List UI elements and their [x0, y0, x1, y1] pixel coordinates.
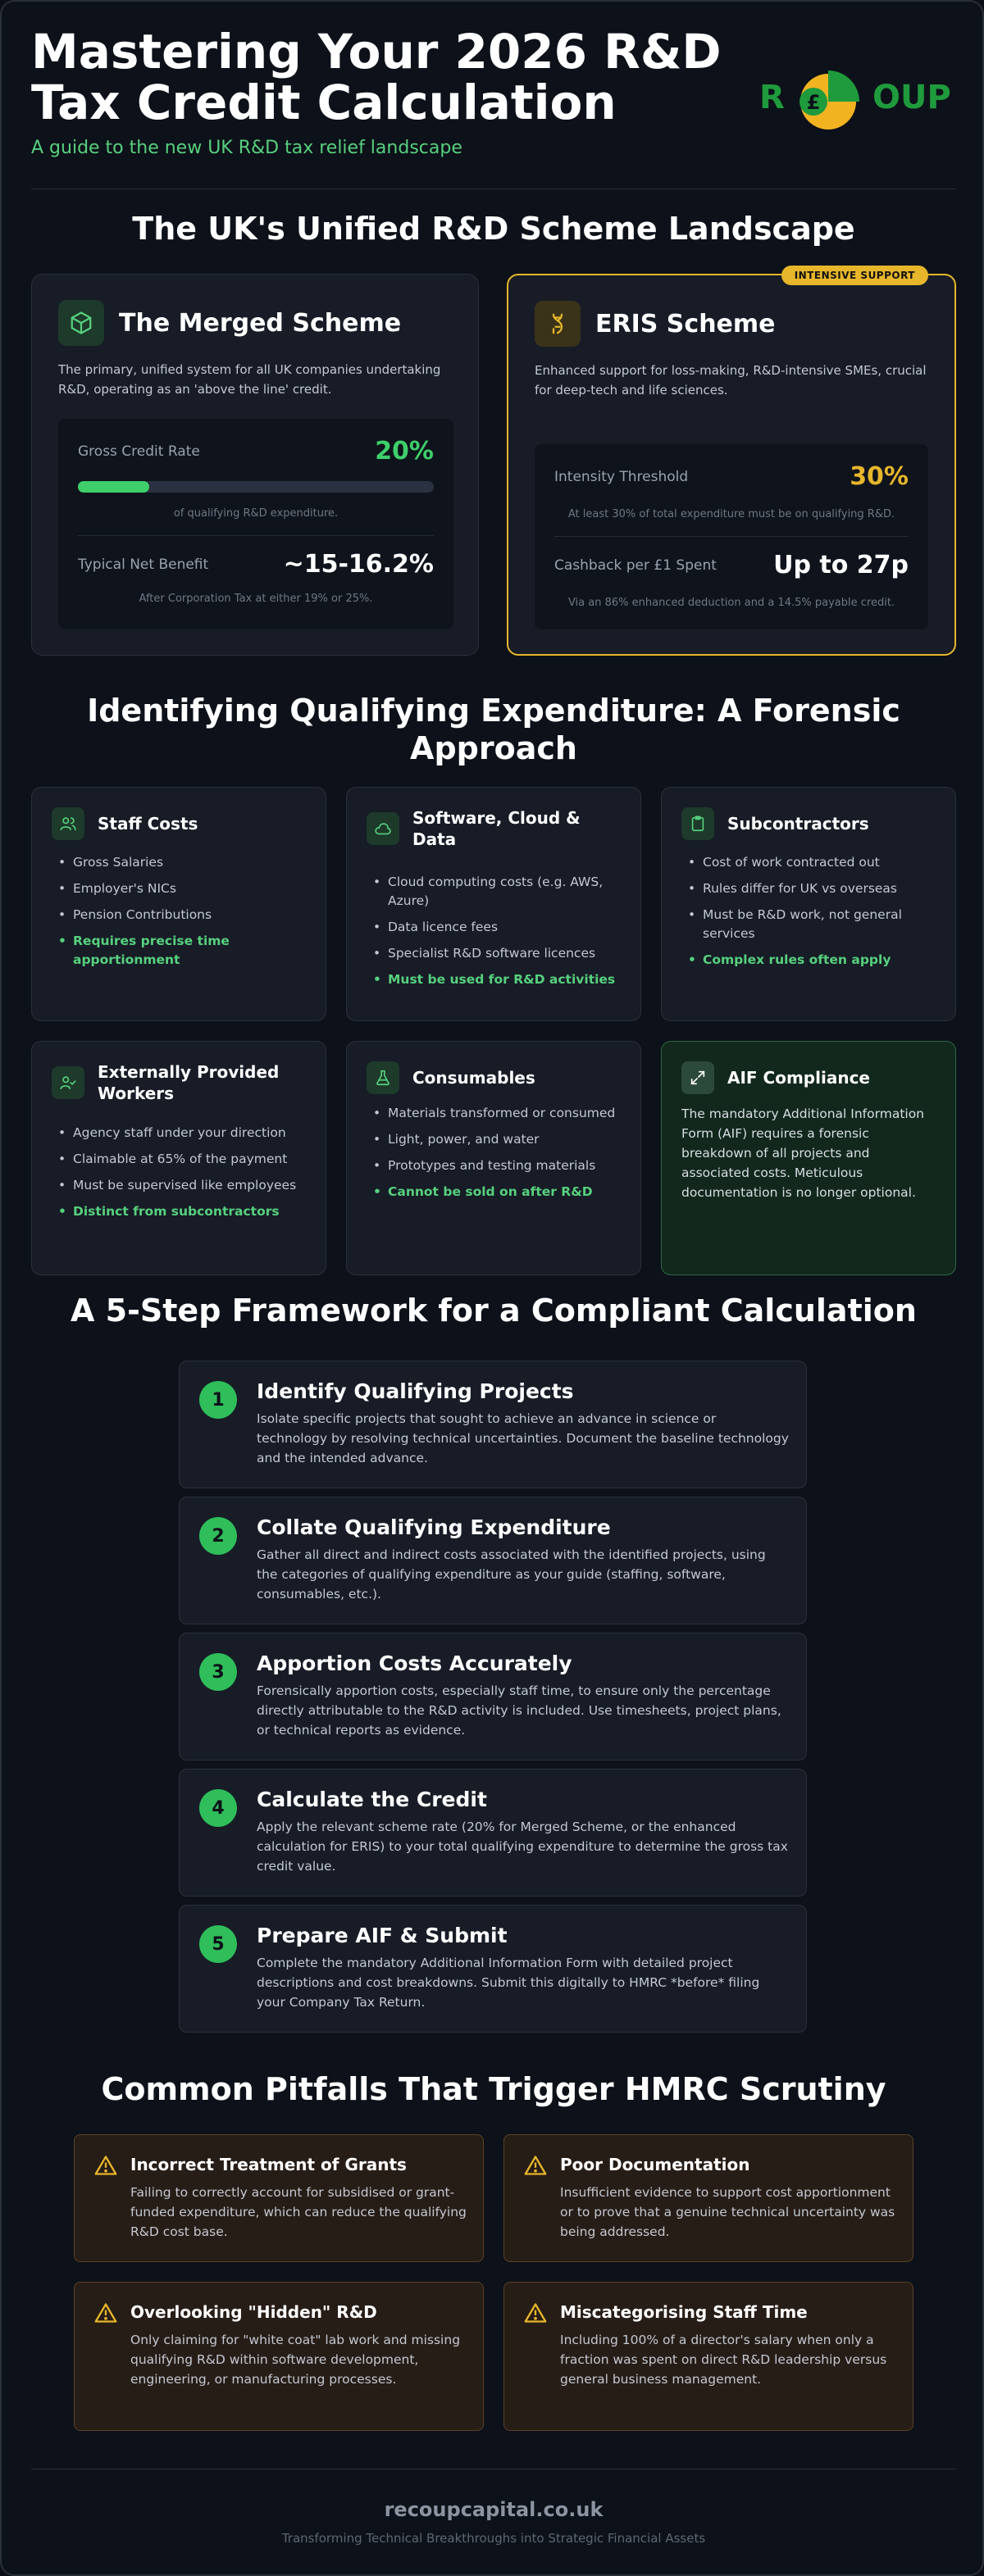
step-card-2 — [179, 1497, 807, 1624]
step-card-4 — [179, 1769, 807, 1897]
pitfall-description: Only claiming for "white coat" lab work and missing qualifying R&D within software development, engineering, or manufacturing processes. — [130, 2333, 461, 2387]
list-item: • Gross Salaries — [52, 853, 314, 872]
step-title: Collate Qualifying Expenditure — [257, 1515, 611, 1539]
rate-progress-bar — [78, 481, 434, 493]
pitfall-title: Poor Documentation — [560, 2155, 750, 2174]
step-title: Identify Qualifying Projects — [257, 1379, 574, 1403]
logo — [759, 62, 956, 136]
logo-text-left: R — [759, 79, 785, 116]
step-title: Prepare AIF & Submit — [257, 1924, 508, 1947]
header — [31, 26, 956, 182]
merged-scheme-card — [31, 274, 479, 656]
expand-arrows-icon — [681, 1061, 714, 1094]
cashback-note: Via an 86% enhanced deduction and a 14.5% payable credit. — [567, 597, 895, 609]
expenditure-card-staff-costs: Staff Costs • Gross Salaries • Employer's NICs • Pension Contributions • Requires precise time apportionment — [31, 787, 326, 1021]
cube-icon — [58, 300, 104, 346]
pitfalls-title: Common Pitfalls That Trigger HMRC Scrutiny — [101, 2071, 886, 2107]
merged-scheme-name: The Merged Scheme — [119, 308, 402, 338]
step-card-1 — [179, 1361, 807, 1488]
warning-icon — [524, 2155, 547, 2176]
step-card-5 — [179, 1905, 807, 2033]
warning-icon — [94, 2155, 117, 2176]
rate-note: of qualifying R&D expenditure. — [173, 507, 339, 520]
step-description: Gather all direct and indirect costs associated with the identified projects, using the categories of qualifying expenditure as your guide (staffing, software, consumables, etc.). — [257, 1547, 766, 1601]
warning-icon — [524, 2302, 547, 2324]
intensive-support-badge: INTENSIVE SUPPORT — [781, 266, 928, 285]
expenditure-card-software: Software, Cloud & Data • Cloud computing costs (e.g. AWS, Azure) • Data licence fees • Specialist R&D software licences • Must be used for R&D activities — [346, 787, 641, 1021]
step-title: Apportion Costs Accurately — [257, 1651, 572, 1675]
threshold-label: Intensity Threshold — [554, 468, 689, 485]
list-item: • Agency staff under your direction — [52, 1124, 314, 1143]
step-number: 4 — [199, 1789, 237, 1827]
step-number: 2 — [199, 1517, 237, 1555]
rate-value: 20% — [375, 437, 434, 466]
pitfall-title: Incorrect Treatment of Grants — [130, 2155, 407, 2174]
list-item-note: • Requires precise time apportionment — [52, 932, 314, 970]
eris-scheme-name: ERIS Scheme — [595, 309, 776, 338]
pitfall-card-grants — [74, 2134, 484, 2262]
list-item: • Specialist R&D software licences — [367, 944, 629, 963]
step-number: 5 — [199, 1925, 237, 1963]
warning-icon — [94, 2302, 117, 2324]
pitfall-description: Including 100% of a director's salary when only a fraction was spent on direct R&D leadership versus general business management. — [560, 2333, 887, 2387]
aif-description: The mandatory Additional Information Form (AIF) requires a forensic breakdown of all projects and associated costs. Meticulous documentation is no longer optional. — [681, 1106, 925, 1200]
list-item-note: • Cannot be sold on after R&D — [367, 1183, 629, 1202]
step-title: Calculate the Credit — [257, 1788, 487, 1811]
list-item: • Pension Contributions — [52, 906, 314, 925]
logo-coin-symbol: £ — [806, 91, 821, 114]
page-subtitle: A guide to the new UK R&D tax relief landscape — [31, 138, 462, 158]
pitfall-description: Failing to correctly account for subsidised or grant-funded expenditure, which can reduce the qualifying R&D cost base. — [130, 2185, 467, 2239]
list-item: • Cost of work contracted out — [681, 853, 944, 872]
pitfall-title: Miscategorising Staff Time — [560, 2302, 808, 2322]
cashback-label: Cashback per £1 Spent — [554, 557, 717, 574]
list-item: • Rules differ for UK vs overseas — [681, 879, 944, 898]
pitfall-description: Insufficient evidence to support cost apportionment or to prove that a genuine technical uncertainty was being addressed. — [560, 2185, 895, 2239]
step-description: Forensically apportion costs, especially staff time, to ensure only the percentage directly attributable to the R&D activity is included. Use timesheets, project plans, or technical reports as evidence. — [257, 1683, 781, 1738]
step-number: 3 — [199, 1653, 237, 1691]
list-item: • Prototypes and testing materials — [367, 1156, 629, 1175]
expenditure-card-consumables: Consumables • Materials transformed or consumed • Light, power, and water • Prototypes and testing materials • Cannot be sold on after R&D — [346, 1041, 641, 1275]
pie-chart-coin-icon — [782, 62, 874, 136]
expenditure-card-subcontractors: Subcontractors • Cost of work contracted out • Rules differ for UK vs overseas • Must be R&D work, not general services • Complex rules often apply — [661, 787, 956, 1021]
flask-icon — [367, 1061, 399, 1094]
list-item: • Cloud computing costs (e.g. AWS, Azure) — [367, 873, 629, 911]
list-item-note: • Distinct from subcontractors — [52, 1202, 314, 1221]
footer-tagline: Transforming Technical Breakthroughs into Strategic Financial Assets — [281, 2531, 706, 2546]
list-item: • Light, power, and water — [367, 1130, 629, 1149]
cloud-icon — [367, 812, 399, 845]
threshold-value: 30% — [850, 462, 909, 491]
dna-icon — [535, 301, 581, 347]
users-icon — [52, 807, 84, 840]
rate-label: Gross Credit Rate — [78, 443, 200, 460]
step-description: Isolate specific projects that sought to achieve an advance in science or technology by resolving technical uncertainties. Document the baseline technology and the intended advance. — [257, 1411, 789, 1465]
framework-title: A 5-Step Framework for a Compliant Calculation — [71, 1293, 917, 1329]
eris-scheme-description: Enhanced support for loss-making, R&D-intensive SMEs, crucial for deep-tech and life sciences. — [535, 363, 927, 398]
benefit-value: ~15-16.2% — [283, 550, 434, 579]
step-description: Apply the relevant scheme rate (20% for Merged Scheme, or the enhanced calculation for ERIS) to your total qualifying expenditure to determine the gross tax credit value. — [257, 1820, 788, 1874]
list-item-note: • Must be used for R&D activities — [367, 970, 629, 989]
eris-scheme-card — [507, 270, 956, 656]
list-item: • Claimable at 65% of the payment — [52, 1150, 314, 1169]
eris-metrics-panel — [535, 444, 928, 629]
pitfall-card-hidden-rd — [74, 2282, 484, 2431]
list-item: • Materials transformed or consumed — [367, 1104, 629, 1123]
clipboard-icon — [681, 807, 714, 840]
step-number: 1 — [199, 1381, 237, 1419]
page-title: Mastering Your 2026 R&D Tax Credit Calculation — [31, 24, 722, 130]
aif-compliance-card: AIF Compliance The mandatory Additional Information Form (AIF) requires a forensic breakdown of all projects and associated costs. Meticulous documentation is no longer optional. — [661, 1041, 956, 1275]
list-item: • Employer's NICs — [52, 879, 314, 898]
list-item: • Data licence fees — [367, 918, 629, 937]
benefit-note: After Corporation Tax at either 19% or 25%. — [139, 593, 373, 605]
list-item: • Must be supervised like employees — [52, 1176, 314, 1195]
expenditure-title: Identifying Qualifying Expenditure: A Forensic Approach — [87, 693, 900, 766]
pitfall-card-documentation — [503, 2134, 913, 2262]
rate-progress-fill — [78, 481, 149, 493]
expenditure-card-external-workers: Externally Provided Workers • Agency staff under your direction • Claimable at 65% of the payment • Must be supervised like employees • Distinct from subcontractors — [31, 1041, 326, 1275]
list-item-note: • Complex rules often apply — [681, 951, 944, 970]
logo-text-right: OUP — [872, 79, 951, 116]
pitfall-title: Overlooking "Hidden" R&D — [130, 2302, 377, 2322]
pitfall-card-staff-time — [503, 2282, 913, 2431]
merged-metrics-panel — [58, 419, 453, 629]
threshold-note: At least 30% of total expenditure must be on qualifying R&D. — [567, 508, 895, 520]
user-check-icon — [52, 1066, 84, 1099]
list-item: • Must be R&D work, not general services — [681, 906, 944, 943]
step-description: Complete the mandatory Additional Information Form with detailed project descriptions and cost breakdowns. Submit this digitally to HMRC *before* filing your Company Tax Return. — [257, 1956, 760, 2010]
landscape-title: The UK's Unified R&D Scheme Landscape — [132, 211, 855, 247]
footer-website-link[interactable]: recoupcapital.co.uk — [384, 2498, 604, 2521]
cashback-value: Up to 27p — [773, 551, 909, 579]
step-card-3 — [179, 1633, 807, 1760]
benefit-label: Typical Net Benefit — [78, 556, 209, 573]
merged-scheme-description: The primary, unified system for all UK companies undertaking R&D, operating as an 'above the line' credit. — [58, 362, 441, 397]
